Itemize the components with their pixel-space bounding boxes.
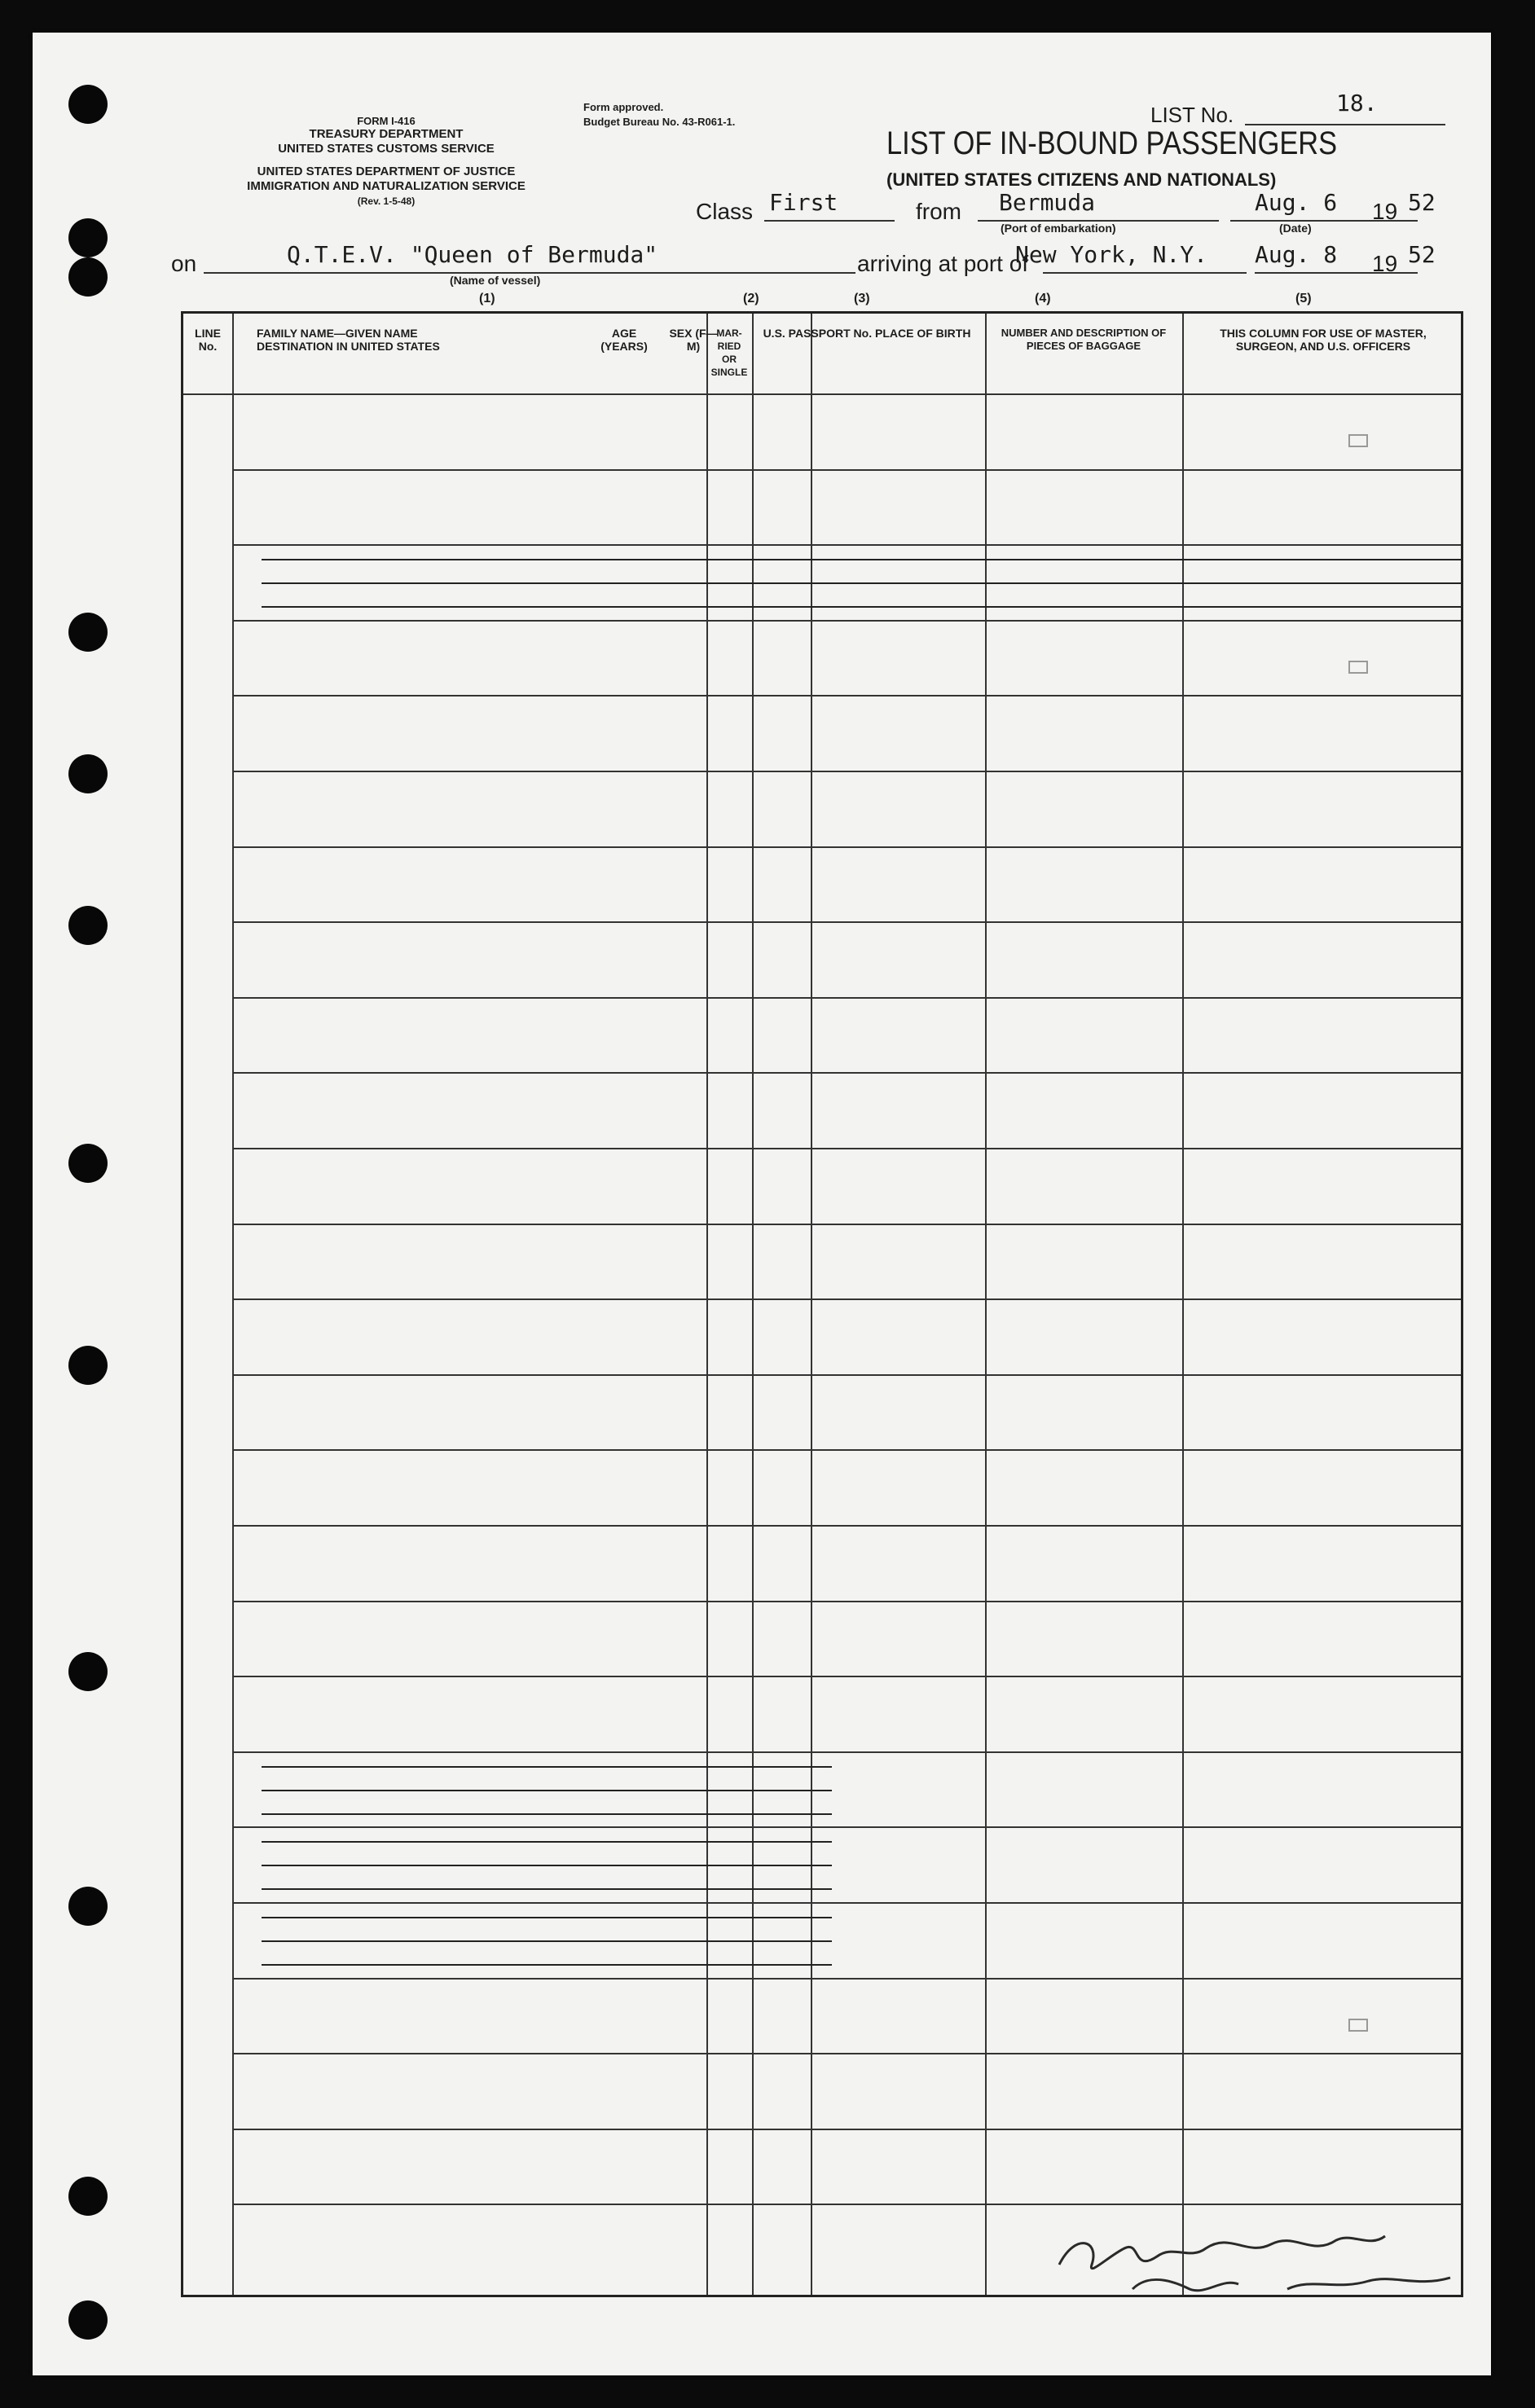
port-embarkation-caption: (Port of embarkation) [1001, 222, 1116, 235]
form-number: FORM I-416 [357, 115, 416, 127]
header-officers: THIS COLUMN FOR USE OF MASTER, SURGEON, AND U.S. OFFICERS [1220, 327, 1427, 353]
binder-hole [68, 613, 108, 652]
strike-through-line [262, 559, 1462, 560]
binder-hole [68, 1652, 108, 1691]
citizenship-stamp [1348, 434, 1368, 447]
departure-year-prefix: 19 [1372, 199, 1398, 224]
from-label: from [916, 199, 961, 224]
strike-through-line [262, 1841, 832, 1843]
header-name-destination: FAMILY NAME—GIVEN NAME DESTINATION IN UNITED STATES [257, 327, 440, 353]
customs-service: UNITED STATES CUSTOMS SERVICE [278, 142, 495, 156]
citizenship-stamp [1348, 661, 1368, 674]
arrival-year-prefix: 19 [1372, 251, 1398, 276]
strike-through-line [262, 582, 1462, 584]
ins-service: IMMIGRATION AND NATURALIZATION SERVICE [247, 179, 526, 193]
binder-hole [68, 1887, 108, 1926]
from-port: Bermuda [999, 189, 1096, 216]
col-number-1: (1) [479, 292, 495, 305]
on-label: on [171, 251, 197, 276]
list-number: 18. [1336, 90, 1378, 116]
header-baggage: NUMBER AND DESCRIPTION OF PIECES OF BAGGAGE [1001, 327, 1167, 352]
departure-year: 52 [1408, 189, 1436, 216]
treasury-dept: TREASURY DEPARTMENT [309, 127, 464, 141]
document-subtitle: (UNITED STATES CITIZENS AND NATIONALS) [886, 169, 1277, 190]
justice-dept: UNITED STATES DEPARTMENT OF JUSTICE [257, 165, 516, 178]
header-line-no: LINE No. [195, 327, 221, 353]
arrival-year: 52 [1408, 241, 1436, 268]
departure-date: Aug. 6 [1255, 189, 1338, 216]
binder-hole [68, 257, 108, 297]
strike-through-line [262, 1766, 832, 1768]
arriving-label: arriving at port of [857, 251, 1029, 276]
budget-bureau: Budget Bureau No. 43-R061-1. [583, 116, 736, 128]
form-revision: (Rev. 1-5-48) [357, 196, 416, 207]
strike-through-line [262, 1917, 832, 1918]
col-number-4: (4) [1035, 292, 1051, 305]
binder-hole [68, 754, 108, 793]
strike-through-line [262, 1964, 832, 1966]
arrival-port: New York, N.Y. [1015, 241, 1208, 268]
binder-hole [68, 1346, 108, 1385]
binder-hole [68, 218, 108, 257]
strike-through-line [262, 606, 1462, 608]
inspector-signature [1043, 2199, 1483, 2305]
vessel-name: Q.T.E.V. "Queen of Bermuda" [287, 241, 658, 268]
col-number-3: (3) [854, 292, 870, 305]
binder-hole [68, 2300, 108, 2340]
strike-through-line [262, 1888, 832, 1890]
manifest-page [33, 33, 1491, 2375]
binder-hole [68, 906, 108, 945]
document-title: LIST OF IN-BOUND PASSENGERS [886, 125, 1338, 161]
list-number-label: LIST No. [1150, 103, 1234, 127]
strike-through-line [262, 1865, 832, 1866]
form-approved: Form approved. [583, 101, 664, 113]
header-passport: U.S. PASSPORT No. PLACE OF BIRTH [763, 327, 971, 340]
citizenship-stamp [1348, 2019, 1368, 2032]
passenger-table [181, 311, 1463, 2297]
class-value: First [769, 189, 838, 216]
col-number-5: (5) [1295, 292, 1312, 305]
col-number-2: (2) [743, 292, 759, 305]
strike-through-line [262, 1790, 832, 1791]
vessel-caption: (Name of vessel) [450, 274, 541, 287]
class-label: Class [696, 199, 754, 224]
header-age: AGE (YEARS) [600, 327, 648, 353]
arrival-date: Aug. 8 [1255, 241, 1338, 268]
binder-hole [68, 85, 108, 124]
binder-hole [68, 2177, 108, 2216]
date-caption: (Date) [1279, 222, 1312, 235]
header-married: MAR-RIED OR SINGLE [710, 327, 748, 378]
header-sex: SEX (F—M) [669, 327, 718, 353]
strike-through-line [262, 1940, 832, 1942]
strike-through-line [262, 1813, 832, 1815]
binder-hole [68, 1144, 108, 1183]
